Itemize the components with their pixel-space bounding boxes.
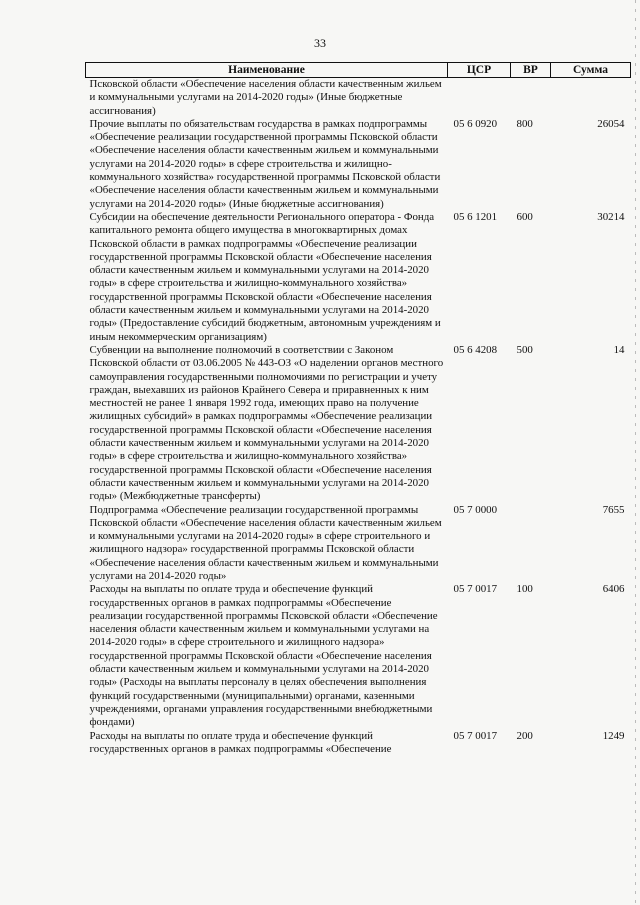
header-csr: ЦСР bbox=[448, 63, 511, 78]
budget-table bbox=[85, 62, 631, 756]
row-vr: 600 bbox=[516, 210, 533, 223]
row-vr: 800 bbox=[516, 117, 533, 130]
table-row bbox=[86, 730, 631, 757]
row-csr: 05 7 0017 bbox=[453, 583, 498, 596]
row-name: Субвенции на выполнение полномочий в соответствии с Законом Псковской области от 03.06.2005 № 443-ОЗ «О наделении органов местного самоуправления государственными полномочиями по регистрации и учету граждан, выехавших из районов Крайнего Севера и приравненных к ним местностей не ранее 1 января 1992 года, имеющих право на получение жилищных субсидий» в рамках подпрограммы «Обеспечение реализации государственной программы Псковской области «Обеспечение населения области качественным жильем и коммунальными услугами на 2014-2020 годы» в сфере строительства и жилищно-коммунального хозяйства» государственной программы Псковской области «Обеспечение населения области качественным жильем и коммунальными услугами на 2014-2020 годы» (Межбюджетные трансферты) bbox=[89, 343, 444, 503]
row-csr: 05 6 1201 bbox=[453, 210, 498, 223]
table-header-row bbox=[86, 63, 631, 78]
row-csr bbox=[448, 78, 511, 118]
table-row bbox=[86, 211, 631, 344]
row-sum: 1249 bbox=[602, 729, 625, 742]
row-sum bbox=[551, 78, 631, 118]
table-row bbox=[86, 78, 631, 118]
row-vr: 200 bbox=[516, 729, 533, 742]
row-sum: 7655 bbox=[602, 503, 625, 516]
row-sum: 14 bbox=[613, 343, 625, 356]
table-row bbox=[86, 583, 631, 729]
row-name: Псковской области «Обеспечение населения области качественным жильем и коммунальными услугами на 2014-2020 годы» (Иные бюджетные ассигнования) bbox=[89, 78, 442, 117]
row-sum: 6406 bbox=[602, 583, 625, 596]
row-vr bbox=[511, 78, 551, 118]
row-sum: 26054 bbox=[597, 117, 625, 130]
row-csr: 05 6 4208 bbox=[453, 343, 498, 356]
row-vr: 500 bbox=[516, 343, 533, 356]
header-sum: Сумма bbox=[551, 63, 631, 78]
table-row bbox=[86, 504, 631, 584]
header-vr: ВР bbox=[511, 63, 551, 78]
row-name: Прочие выплаты по обязательствам государства в рамках подпрограммы «Обеспечение реализации государственной программы Псковской области «Обеспечение населения области качественным жильем и коммунальными услугами на 2014-2020 годы» в сфере строительства и жилищно-коммунального хозяйства» государственной программы Псковской области «Обеспечение населения области качественным жильем и коммунальными услугами на 2014-2020 годы» (Иные бюджетные ассигнования) bbox=[89, 117, 441, 210]
table-row bbox=[86, 118, 631, 211]
header-name: Наименование bbox=[86, 63, 448, 78]
row-name: Подпрограмма «Обеспечение реализации государственной программы Псковской области «Обеспечение населения области качественным жильем и коммунальными услугами на 2014-2020 годы» в сфере строительного и жилищного надзора» государственной программы Псковской области «Обеспечение населения области качественным жильем и коммунальными услугами на 2014-2020 годы» bbox=[89, 503, 442, 582]
row-vr bbox=[511, 504, 551, 584]
row-sum: 30214 bbox=[597, 210, 625, 223]
table-row bbox=[86, 344, 631, 504]
row-csr: 05 7 0000 bbox=[453, 503, 498, 516]
page-number: 33 bbox=[314, 36, 326, 50]
row-csr: 05 6 0920 bbox=[453, 117, 498, 130]
row-name: Расходы на выплаты по оплате труда и обеспечение функций государственных органов в рамках подпрограммы «Обеспечение реализации государственной программы Псковской области «Обеспечение населения области качественным жильем и коммунальными услугами на 2014-2020 годы» в сфере строительного и жилищного надзора» государственной программы Псковской области «Обеспечение населения области качественным жильем и коммунальными услугами на 2014-2020 годы» (Расходы на выплаты персоналу в целях обеспечения выполнения функций государственными (муниципальными) органами, казенными учреждениями, органами управления государственными внебюджетными фондами) bbox=[89, 583, 438, 729]
scan-edge-artifact bbox=[635, 0, 636, 905]
row-vr: 100 bbox=[516, 583, 533, 596]
row-csr: 05 7 0017 bbox=[453, 729, 498, 742]
row-name: Субсидии на обеспечение деятельности Регионального оператора - Фонда капитального ремонта общего имущества в многоквартирных домах Псковской области в рамках подпрограммы «Обеспечение реализации государственной программы Псковской области «Обеспечение населения области качественным жильем и коммунальными услугами на 2014-2020 годы» в сфере строительства и жилищно-коммунального хозяйства» государственной программы Псковской области «Обеспечение населения области качественным жильем и коммунальными услугами на 2014-2020 годы» (Предоставление субсидий бюджетным, автономным учреждениям и иным некоммерческим организациям) bbox=[89, 210, 441, 343]
row-name: Расходы на выплаты по оплате труда и обеспечение функций государственных органов в рамках подпрограммы «Обеспечение bbox=[89, 729, 392, 755]
